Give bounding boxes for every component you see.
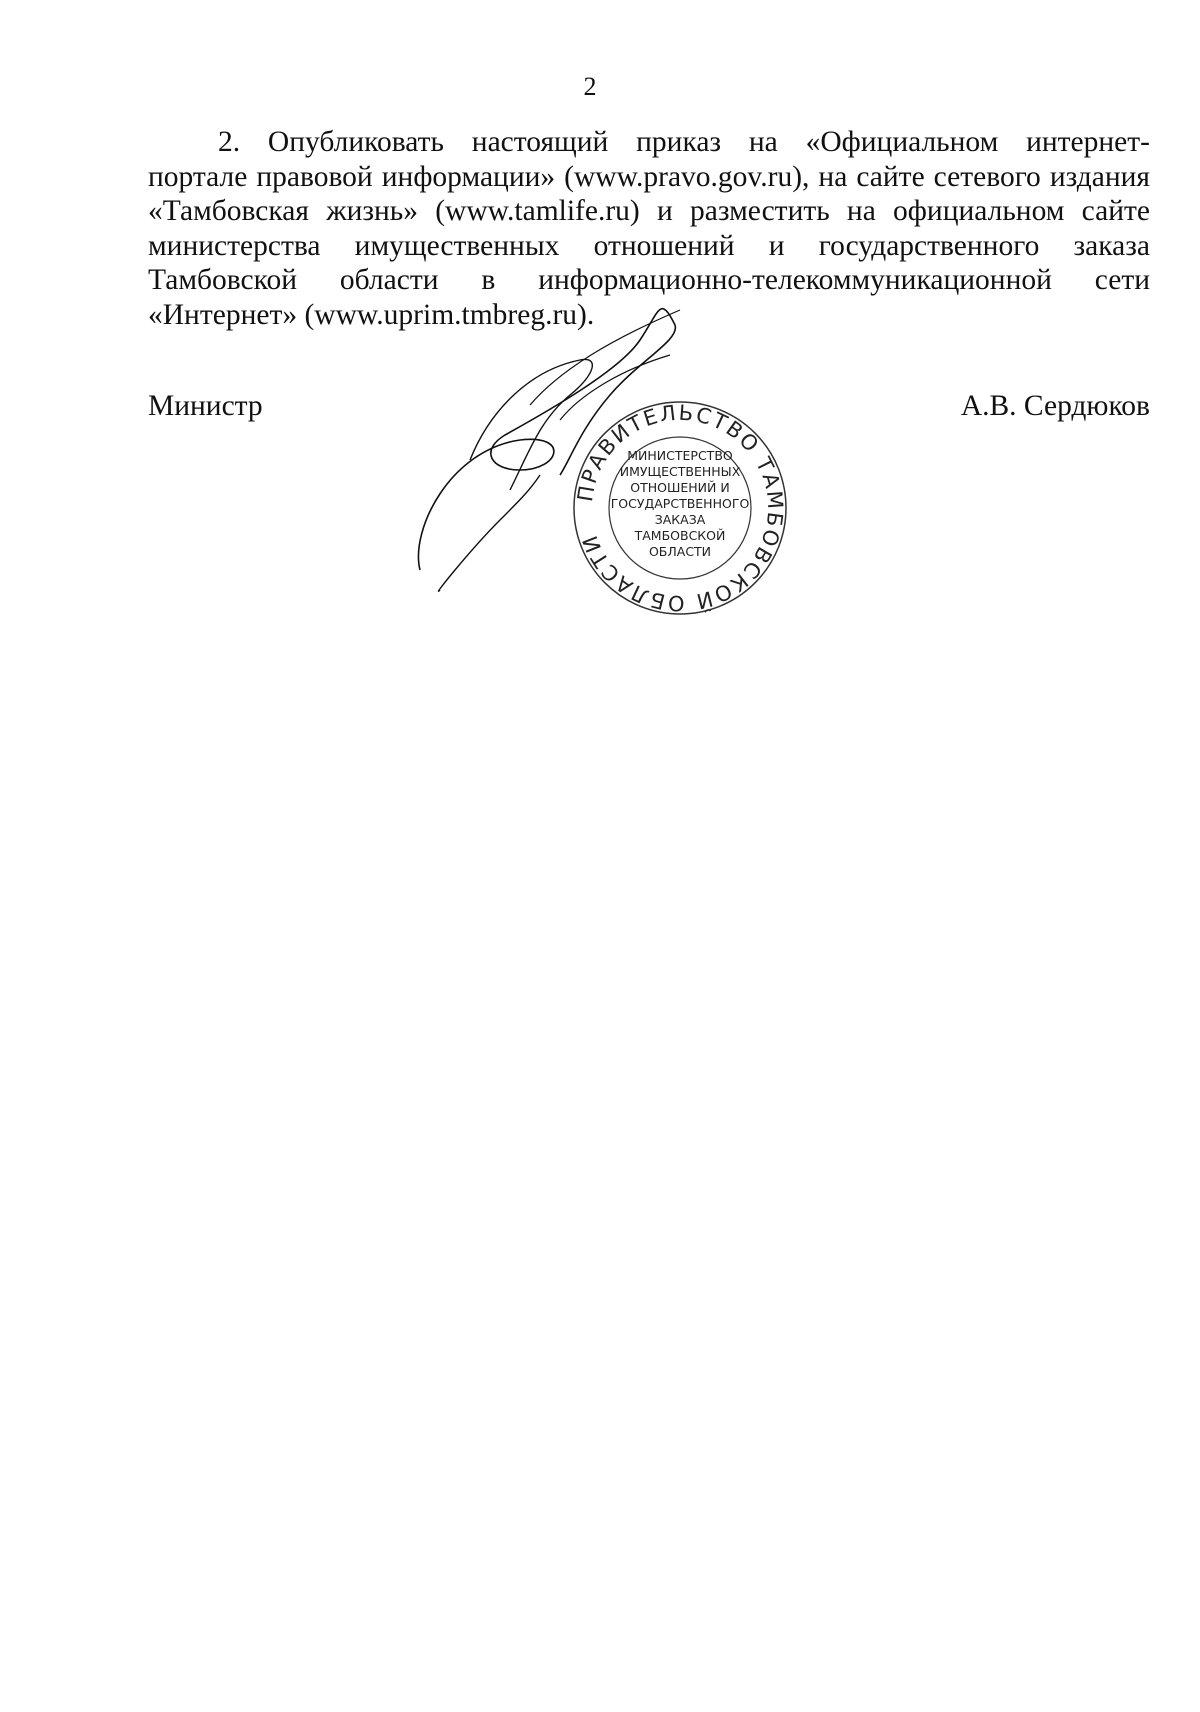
- paragraph-line: портале правовой информации» (www.pravo.gov.ru), на сайте сетевого издания: [148, 160, 1150, 193]
- paragraph-line: 2. Опубликовать настоящий приказ на «Официальном интернет-: [218, 126, 1150, 158]
- seal-line: ОБЛАСТИ: [648, 544, 712, 559]
- paragraph-item-2: [148, 125, 1150, 333]
- seal-line: ЗАКАЗА: [654, 512, 706, 527]
- paragraph-line: Тамбовской области в информационно-телекоммуникационной сети: [148, 264, 1150, 297]
- seal-ring-text: ПРАВИТЕЛЬСТВО ТАМБОВСКОЙ ОБЛАСТИ: [572, 400, 788, 616]
- official-seal: [570, 398, 790, 618]
- seal-graphic: [570, 398, 790, 618]
- signatory-name: А.В. Сердюков: [960, 390, 1150, 422]
- paragraph-line: министерства имущественных отношений и государственного заказа: [148, 229, 1150, 262]
- seal-line: ОТНОШЕНИЙ И: [630, 480, 730, 495]
- seal-line: ГОСУДАРСТВЕННОГО: [610, 496, 750, 511]
- paragraph-line: «Тамбовская жизнь» (www.tamlife.ru) и разместить на официальном сайте: [148, 195, 1150, 228]
- seal-line: МИНИСТЕРСТВО: [627, 448, 733, 463]
- seal-line: ТАМБОВСКОЙ: [634, 528, 726, 543]
- seal-line: ИМУЩЕСТВЕННЫХ: [619, 464, 741, 479]
- paragraph-line: «Интернет» (www.uprim.tmbreg.ru).: [148, 298, 595, 331]
- signatory-position: Министр: [148, 390, 263, 422]
- seal-center-text: [611, 448, 750, 559]
- page-number: 2: [583, 72, 597, 101]
